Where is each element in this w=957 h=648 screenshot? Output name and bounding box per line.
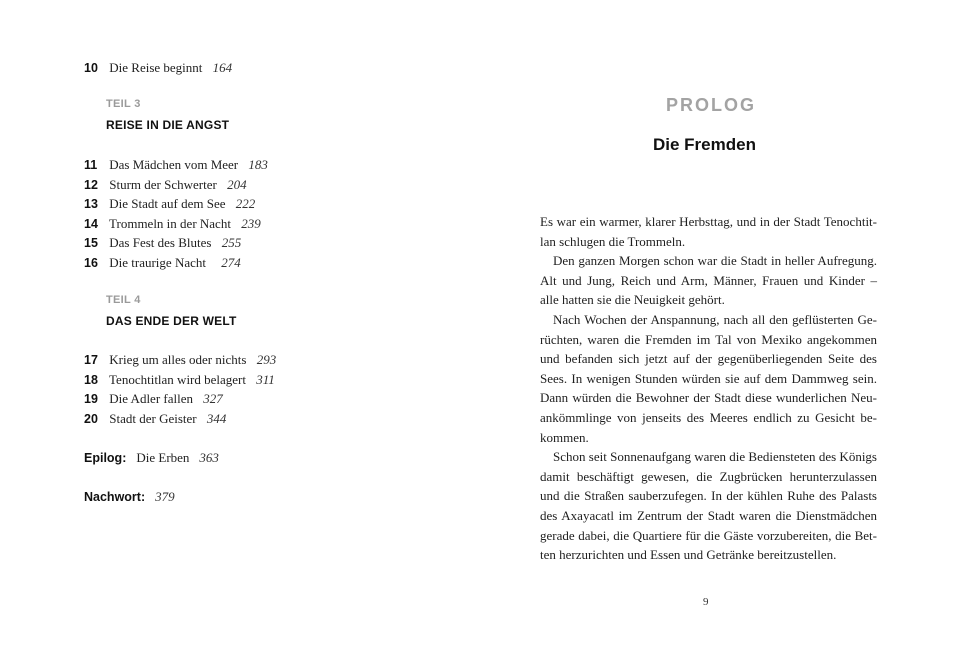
epilog-page-number: 363 <box>199 450 219 465</box>
toc-chapter-number: 17 <box>84 353 98 367</box>
toc-chapter-number: 10 <box>84 61 98 75</box>
text-line: lan schlugen die Trommeln. <box>540 233 686 249</box>
toc-chapter-number: 13 <box>84 197 98 211</box>
nachwort-page-number: 379 <box>155 489 175 504</box>
toc-chapter-number: 20 <box>84 412 98 426</box>
text-line: gerade dabei, die Quartiere für die Gäste vorzubereiten, die Bet- <box>540 527 877 543</box>
toc-entry-epilog[interactable] <box>84 449 219 467</box>
part-3-label: TEIL 3 <box>106 98 141 110</box>
toc-page-number: 164 <box>212 60 233 75</box>
toc-chapter-number: 14 <box>84 217 98 231</box>
text-line: ankömmlinge von jenseits des Meeres endlich zu Gesicht be- <box>540 409 877 425</box>
epilog-label: Epilog: <box>84 451 127 465</box>
text-line: Alt und Jung, Reich und Arm, Männer, Frauen und Kinder – <box>540 272 877 288</box>
text-line: des Axayacatl im Zentrum der Stadt waren die Dienstmädchen <box>540 507 877 523</box>
toc-entry-13[interactable] <box>84 195 255 213</box>
page-number: 9 <box>703 596 709 608</box>
toc-chapter-title: Die traurige Nacht <box>109 255 206 270</box>
toc-chapter-number: 12 <box>84 178 98 192</box>
toc-chapter-title: Die Adler fallen <box>109 391 193 406</box>
toc-chapter-title: Die Stadt auf dem See <box>109 196 226 211</box>
text-line: Es war ein warmer, klarer Herbsttag, und in der Stadt Tenochtit- <box>540 214 877 229</box>
toc-chapter-title: Tenochtitlan wird belagert <box>109 372 246 387</box>
toc-page-number: 204 <box>227 177 247 192</box>
right-page-prolog <box>478 0 957 648</box>
part-3-title: REISE IN DIE ANGST <box>106 118 230 132</box>
toc-entry-18[interactable] <box>84 371 275 389</box>
text-line: und befanden sich jetzt auf der gegenüberliegenden Seite des <box>540 351 877 367</box>
toc-page-number: 183 <box>248 157 268 172</box>
toc-chapter-number: 11 <box>84 158 98 172</box>
toc-page-number: 293 <box>256 352 277 367</box>
text-line: Sees. In wenigen Stunden würden sie auf dem Dammweg sein. <box>540 370 877 386</box>
chapter-title: Die Fremden <box>653 135 756 154</box>
toc-chapter-number: 16 <box>84 256 98 270</box>
toc-entry-12[interactable] <box>84 176 247 194</box>
left-page-contents <box>0 0 478 648</box>
prolog-heading: PROLOG <box>666 95 757 115</box>
toc-chapter-title: Krieg um alles oder nichts <box>109 352 247 367</box>
toc-chapter-number: 15 <box>84 236 98 250</box>
toc-entry-14[interactable] <box>84 215 261 233</box>
toc-entry-17[interactable] <box>84 351 276 369</box>
prolog-body-text <box>540 212 877 565</box>
text-line: und die Straßen sauberzufegen. In der kühlen Ruhe des Palasts <box>540 488 877 504</box>
toc-entry-19[interactable] <box>84 390 223 408</box>
toc-chapter-title: Das Mädchen vom Meer <box>109 157 239 172</box>
toc-page-number: 255 <box>221 235 242 250</box>
toc-chapter-title: Die Reise beginnt <box>109 60 203 75</box>
toc-page-number: 311 <box>256 372 275 387</box>
text-line: damit beschäftigt gewesen, die Zugbrücken herunterzulassen <box>540 468 877 484</box>
toc-page-number: 239 <box>241 216 261 231</box>
toc-chapter-number: 18 <box>84 373 98 387</box>
text-line: Dann würden die Bewohner der Stadt diese wunderlichen Neu- <box>540 390 877 406</box>
toc-entry-10[interactable] <box>84 59 232 77</box>
toc-page-number: 222 <box>235 196 256 211</box>
toc-entry-15[interactable] <box>84 234 241 252</box>
toc-page-number: 327 <box>203 391 223 406</box>
nachwort-label: Nachwort: <box>84 490 146 504</box>
toc-chapter-title: Trommeln in der Nacht <box>109 216 231 231</box>
epilog-title: Die Erben <box>136 450 190 465</box>
text-line: Schon seit Sonnenaufgang waren die Bediensteten des Königs <box>553 449 877 465</box>
part-4-label: TEIL 4 <box>106 294 141 306</box>
text-line: ten herzurichten und Essen und Getränke bereitzustellen. <box>540 547 837 563</box>
toc-chapter-title: Sturm der Schwerter <box>109 177 217 192</box>
toc-entry-nachwort[interactable] <box>84 488 175 506</box>
text-line: Nach Wochen der Anspannung, nach all den geflüsterten Ge- <box>553 311 877 327</box>
part-4-title: DAS ENDE DER WELT <box>106 314 237 328</box>
toc-chapter-title: Das Fest des Blutes <box>109 235 212 250</box>
text-line: alle hatten sie die Neuigkeit gehört. <box>540 292 725 308</box>
toc-chapter-number: 19 <box>84 392 98 406</box>
toc-entry-16[interactable] <box>84 254 241 272</box>
toc-entry-11[interactable] <box>84 156 268 174</box>
toc-entry-20[interactable] <box>84 410 226 428</box>
text-line: kommen. <box>540 429 589 445</box>
toc-page-number: 344 <box>206 411 227 426</box>
text-line: rüchten, waren die Fremden im Tal von Mexiko angekommen <box>540 331 877 347</box>
toc-page-number: 274 <box>221 255 241 270</box>
text-line: Den ganzen Morgen schon war die Stadt in heller Aufregung. <box>553 253 877 269</box>
toc-chapter-title: Stadt der Geister <box>109 411 197 426</box>
